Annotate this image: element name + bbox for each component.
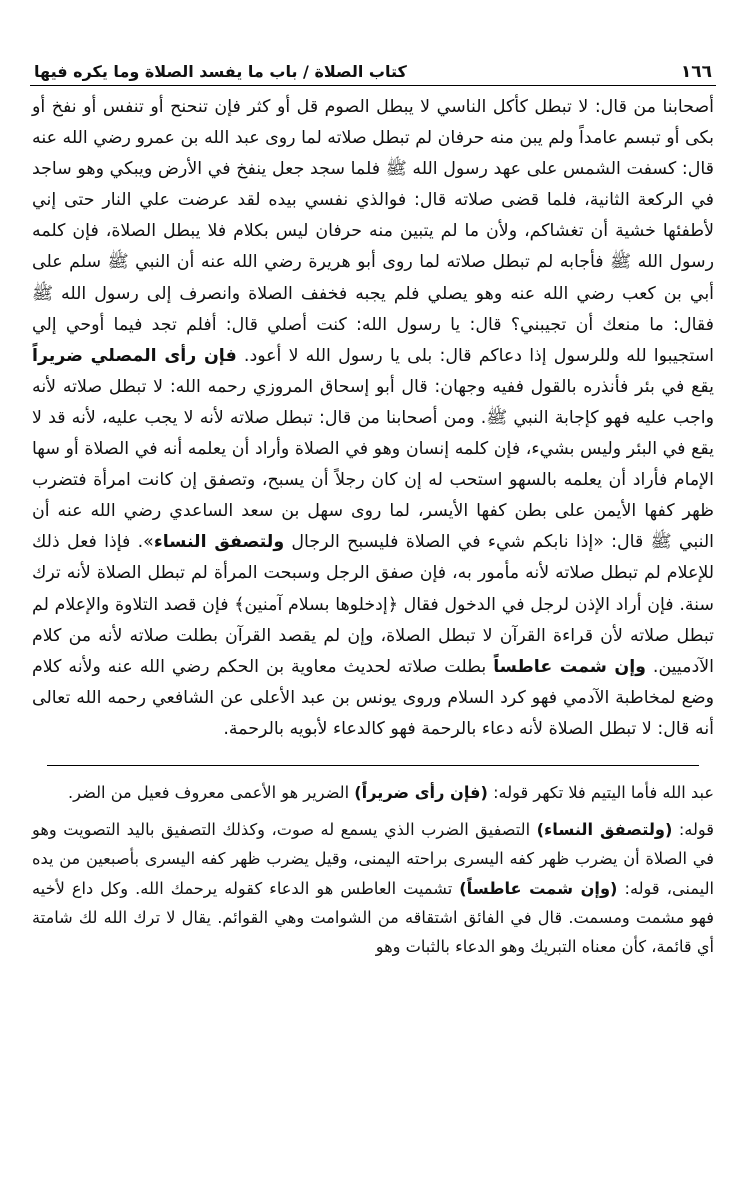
bold-phrase: فإن رأى المصلي ضريراً xyxy=(32,345,237,366)
footnote-rule xyxy=(47,765,699,766)
book-page xyxy=(30,62,716,969)
text-run: التصفيق الضرب الذي يسمع له صوت، وكذلك التصفيق باليد التصويت وهو في الصلاة أن يضرب ظهر كفه اليسرى براحته اليمنى، وقيل يضرب ظهر كفه اليسرى بأصبعين من يده اليمنى، قوله: xyxy=(32,820,714,898)
bold-phrase: (وإن شمت عاطساً) xyxy=(459,878,618,898)
page-number: ١٦٦ xyxy=(680,62,712,82)
text-run: بطلت صلاته لحديث معاوية بن الحكم رضي الله عنه ولأنه كلام وضع لمخاطبة الآدمي فهو كرد السلام وروى يونس بن عبد الأعلى عن الشافعي رحمه الله تعالى أنه قال: لا تبطل الصلاة لأنه دعاء بالرحمة فهو كالدعاء لأبويه بالرحمة. xyxy=(32,656,714,739)
text-run: الضرير هو الأعمى معروف فعيل من الضر. xyxy=(68,782,355,802)
running-header xyxy=(30,62,716,85)
footnotes xyxy=(30,778,716,961)
footnote-paragraph xyxy=(30,778,716,807)
bold-phrase: ولتصفق النساء xyxy=(153,532,285,553)
text-run: عبد الله فأما اليتيم فلا تكهر قوله: xyxy=(487,782,714,802)
bold-phrase: (ولتصفق النساء) xyxy=(536,820,673,840)
bold-phrase: وإن شمت عاطساً xyxy=(493,656,646,677)
text-run: ». فإذا فعل ذلك للإعلام لم تبطل صلاته لأنه مأمور به، فإن صفق الرجل وسبحت المرأة لم تبطل الصلاة لأنه ترك سنة. فإن أراد الإذن لرجل في الدخول فقال ﴿إدخلوها بسلام آمنين﴾ فإن قصد التلاوة والإعلام لم تبطل صلاته لأن قراءة القرآن لا تبطل الصلاة، وإن لم يقصد القرآن بطلت صلاته لأنه من كلام الآدميين. xyxy=(32,532,714,677)
text-run: تشميت العاطس هو الدعاء كقوله يرحمك الله. وكل داع لأخيه فهو مشمت ومسمت. قال في الفائق اشتقاقه من الشوامت وهي القوائم. يقال لا ترك الله لك شامتة أي قائمة، كأن معناه التبريك وهو الدعاء بالثبات وهو xyxy=(32,878,714,956)
footnote-paragraph xyxy=(30,815,716,961)
text-run: يقع في بئر فأنذره بالقول ففيه وجهان: قال أبو إسحاق المروزي رحمه الله: لا تبطل صلاته لأنه واجب عليه فهو كإجابة النبي ﷺ. ومن أصحابنا من قال: تبطل صلاته لأنه لا يجب عليه، لأنه قد لا يقع في البئر وليس بشيء، فإن كلمه إنسان وهو في الصلاة وأراد أن يعلمه أنه في الصلاة أو سها الإمام فأراد أن يعلمه بالسهو استحب له إن كان رجلاً أن يسبح، وتصفق إن كانت امرأة فتضرب ظهر كفها الأيمن على بطن كفها الأيسر، لما روى سهل بن سعد الساعدي رضي الله عنه أن النبي ﷺ قال: «إذا نابكم شيء في الصلاة فليسبح الرجال xyxy=(32,376,715,553)
text-run: قوله: xyxy=(672,820,714,840)
bold-phrase: (فإن رأى ضريراً) xyxy=(354,782,488,802)
text-run: أصحابنا من قال: لا تبطل كأكل الناسي لا يبطل الصوم قل أو كثر فإن تنحنح أو تنفس أو نفخ أو بكى أو تبسم عامداً ولم يبن منه حرفان لم تبطل صلاته لما روى عبد الله بن عمرو رضي الله عنه قال: كسفت الشمس على عهد رسول الله ﷺ فلما سجد جعل ينفخ في الأرض ويبكي وهو ساجد في الركعة الثانية، فلما قضى صلاته قال: فوالذي نفسي بيده لقد عرضت علي النار حتى إني لأطفئها خشية أن تغشاكم، ولأن ما لم يتبين منه حرفان ليس بكلام فلا يبطل الصلاة، فإن كلمه رسول الله ﷺ فأجابه لم تبطل صلاته لما روى أبو هريرة رضي الله عنه أن النبي ﷺ سلم على أبي بن كعب رضي الله عنه وهو يصلي فلم يجبه فخفف الصلاة وانصرف إلى رسول الله ﷺ فقال: ما منعك أن تجيبني؟ قال: يا رسول الله: كنت أصلي قال: أفلم تجد فيما أوحي إلي استجيبوا لله وللرسول إذا دعاكم قال: بلى يا رسول الله لا أعود. xyxy=(32,97,714,366)
running-title: كتاب الصلاة / باب ما يفسد الصلاة وما يكره فيها xyxy=(34,62,407,81)
main-text xyxy=(30,92,716,745)
header-rule xyxy=(30,85,716,86)
